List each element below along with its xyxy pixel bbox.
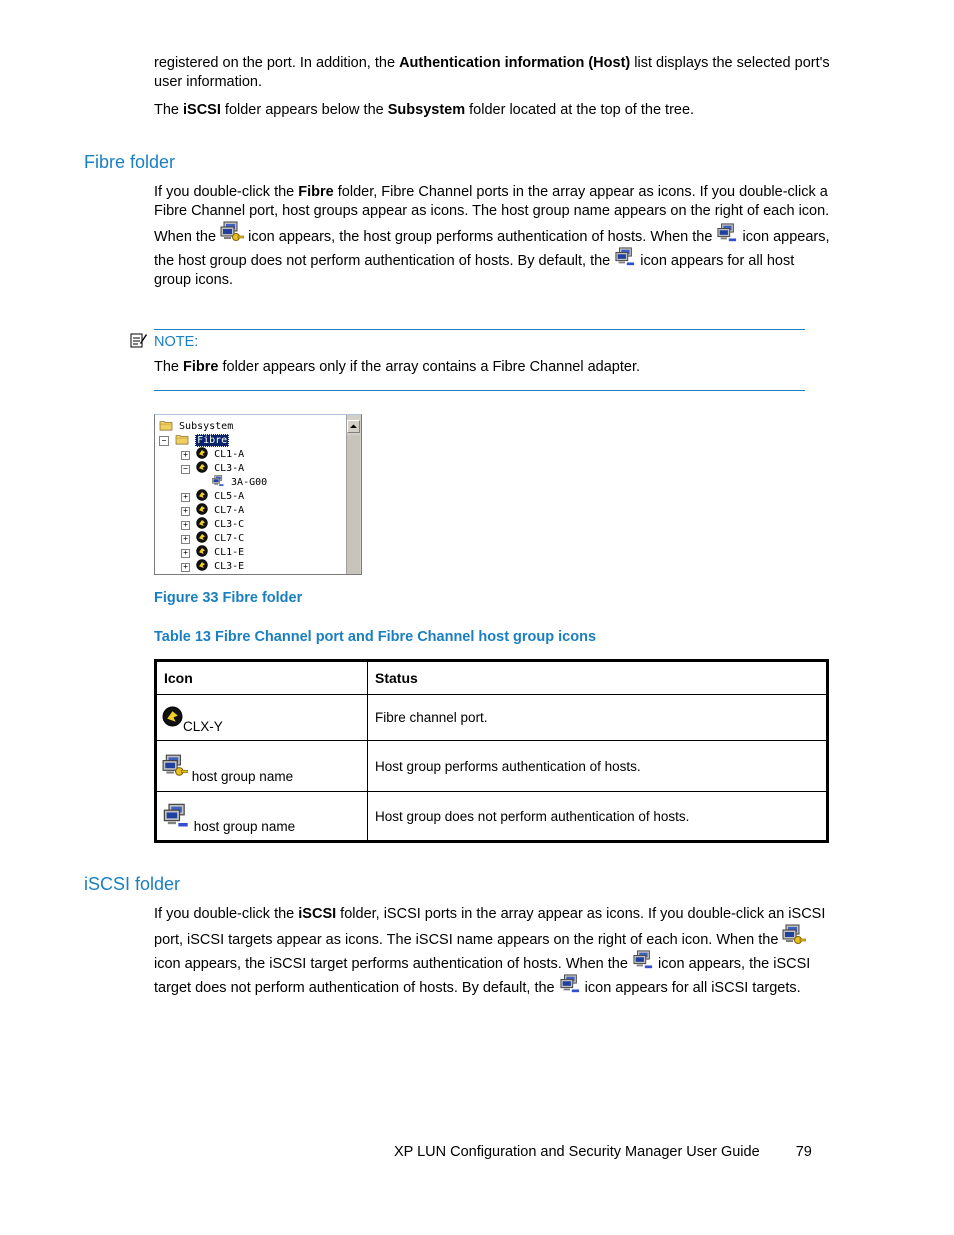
iscsi-text: If you double-click the	[154, 906, 299, 922]
collapse-icon[interactable]: −	[159, 436, 169, 446]
tree-root[interactable]	[159, 419, 233, 434]
intro-paragraph	[154, 54, 834, 92]
tree-port-item[interactable]	[181, 447, 244, 462]
intro-text: folder located at the top of the tree.	[465, 102, 695, 118]
icons-table	[154, 659, 829, 843]
table-header-row	[156, 661, 828, 695]
fibre-port-icon	[196, 503, 208, 515]
expand-icon[interactable]: +	[181, 507, 190, 516]
fibre-port-icon	[196, 517, 208, 529]
tree-scrollbar[interactable]	[346, 415, 361, 574]
intro-text: folder appears below the	[220, 102, 388, 118]
expand-icon[interactable]: +	[181, 563, 190, 572]
header-icon: Icon	[156, 661, 368, 695]
fibre-text: folder, Fibre Channel ports in the array appear as icons. If you double-click a Fibre Channel port, host groups appear as icons. The host group name appears on the right of each icon. When the	[154, 184, 830, 245]
page-number: 79	[795, 1144, 812, 1160]
intro-text: The	[154, 102, 184, 118]
icon-label: host group name	[193, 818, 296, 834]
tree-port-item[interactable]	[181, 503, 244, 518]
tree-port-label: CL7-C	[214, 533, 245, 544]
tree-port-label: CL3-A	[214, 463, 245, 474]
fibre-text: icon appears, the host group does not perform authentication of hosts. By default, the	[154, 229, 830, 269]
table-caption: Table 13 Fibre Channel port and Fibre Channel host group icons	[154, 629, 597, 645]
tree-port-label: CL7-A	[214, 505, 245, 516]
folder-open-icon	[175, 433, 189, 445]
tree-port-label: CL1-E	[214, 547, 245, 558]
expand-icon[interactable]: +	[181, 451, 190, 460]
fibre-text: icon appears for all host group icons.	[154, 253, 795, 288]
icon-cell	[156, 741, 368, 792]
status-cell: Host group does not perform authentication of hosts.	[368, 792, 828, 842]
fibre-port-icon	[196, 447, 208, 459]
expand-icon[interactable]: +	[181, 521, 190, 530]
iscsi-text: icon appears for all iSCSI targets.	[580, 980, 801, 996]
expand-icon[interactable]: +	[181, 493, 190, 502]
note-text-part: The	[154, 359, 184, 375]
iscsi-text: icon appears, the iSCSI target does not perform authentication of hosts. By default, the	[154, 956, 811, 996]
host-group-noauth-icon	[162, 803, 190, 829]
tree-host-group-label: 3A-G00	[231, 477, 268, 488]
iscsi-text: icon appears, the iSCSI target performs authentication of hosts. When the	[154, 956, 632, 972]
note-text	[154, 358, 834, 377]
intro-bold: iSCSI	[183, 102, 221, 118]
host-group-noauth-icon	[614, 247, 636, 267]
tree-port-item[interactable]	[181, 489, 244, 504]
tree-port-label: CL3-E	[214, 561, 245, 572]
expand-icon[interactable]: +	[181, 535, 190, 544]
note-top-rule	[154, 329, 805, 330]
tree-port-label: CL5-A	[214, 491, 245, 502]
tree-port-label: CL3-C	[214, 519, 245, 530]
fibre-port-icon	[196, 531, 208, 543]
intro-text: list displays the selected port's user information.	[154, 55, 830, 90]
fibre-bold: Fibre	[298, 184, 334, 200]
header-status: Status	[368, 661, 828, 695]
fibre-text: If you double-click the	[154, 184, 299, 200]
folder-icon	[159, 419, 173, 431]
icon-cell	[156, 792, 368, 842]
iscsi-text: folder, iSCSI ports in the array appear as icons. If you double-click an iSCSI port, iSCSI targets appear as icons. The iSCSI name appears on the right of each icon. When the	[154, 906, 826, 948]
iscsi-target-noauth-icon	[559, 974, 581, 994]
scroll-up-arrow[interactable]	[347, 420, 360, 433]
iscsi-paragraph	[154, 905, 834, 998]
tree-root-label: Subsystem	[179, 421, 234, 432]
expand-icon[interactable]: +	[181, 549, 190, 558]
intro-paragraph-2	[154, 101, 834, 120]
icon-label: host group name	[191, 768, 294, 784]
scroll-track[interactable]	[347, 435, 360, 574]
table-row	[156, 792, 828, 842]
tree-port-item[interactable]	[181, 517, 244, 532]
fibre-port-icon	[196, 461, 208, 473]
icon-label: CLX-Y	[183, 718, 223, 734]
fibre-folder-heading: Fibre folder	[84, 152, 176, 172]
tree-fibre[interactable]	[159, 433, 229, 448]
fibre-port-icon	[162, 706, 183, 727]
iscsi-target-auth-icon	[782, 924, 806, 946]
footer-title: XP LUN Configuration and Security Manager User Guide	[394, 1144, 760, 1160]
tree-port-label: CL1-A	[214, 449, 245, 460]
iscsi-folder-heading: iSCSI folder	[84, 874, 181, 894]
table-row	[156, 741, 828, 792]
icon-cell	[156, 695, 368, 741]
note-label: NOTE:	[154, 334, 199, 350]
fibre-tree-screenshot	[154, 414, 362, 575]
intro-bold: Subsystem	[387, 102, 466, 118]
fibre-paragraph	[154, 183, 834, 290]
note-text-part: folder appears only if the array contains a Fibre Channel adapter.	[218, 359, 641, 375]
fibre-text: icon appears, the host group performs authentication of hosts. When the	[244, 229, 717, 245]
tree-host-group-item[interactable]	[211, 475, 267, 490]
status-cell: Fibre channel port.	[368, 695, 828, 741]
fibre-port-icon	[196, 559, 208, 571]
tree-port-item[interactable]	[181, 461, 244, 476]
host-group-auth-icon	[162, 753, 188, 779]
tree-fibre-label: Fibre	[197, 435, 228, 446]
iscsi-bold: iSCSI	[298, 906, 337, 922]
iscsi-target-noauth-icon	[632, 950, 654, 970]
page-footer	[394, 1143, 812, 1162]
intro-text: registered on the port. In addition, the	[154, 55, 400, 71]
host-group-noauth-icon	[716, 223, 738, 243]
table-row	[156, 695, 828, 741]
note-icon	[130, 332, 148, 354]
tree-port-item[interactable]	[181, 545, 244, 560]
host-group-auth-icon	[220, 221, 244, 243]
tree-port-item[interactable]	[181, 531, 244, 546]
tree-port-item[interactable]	[181, 559, 244, 574]
intro-bold: Authentication information (Host)	[399, 55, 631, 71]
note-bottom-rule	[154, 390, 805, 391]
status-cell: Host group performs authentication of hosts.	[368, 741, 828, 792]
host-group-noauth-icon	[211, 475, 225, 487]
fibre-port-icon	[196, 545, 208, 557]
collapse-icon[interactable]: −	[181, 465, 190, 474]
fibre-port-icon	[196, 489, 208, 501]
figure-caption: Figure 33 Fibre folder	[154, 590, 303, 606]
note-bold: Fibre	[183, 359, 219, 375]
